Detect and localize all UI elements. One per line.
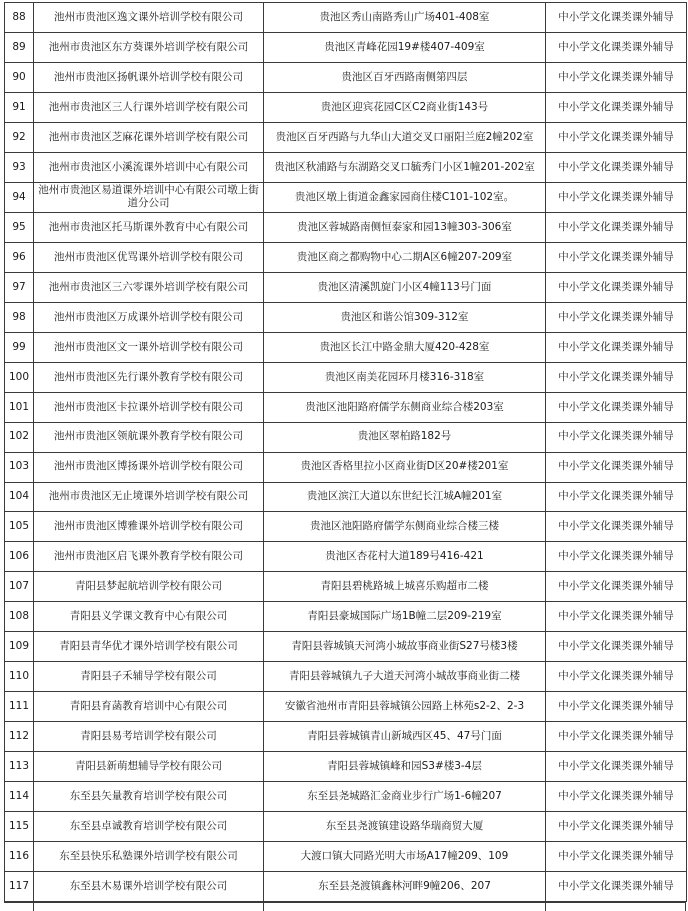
company-name-cell: 青阳县青华优才课外培训学校有限公司 (34, 632, 264, 662)
table-row (5, 572, 687, 602)
table-row (5, 152, 687, 182)
company-name-cell: 池州市贵池区文一课外培训学校有限公司 (34, 332, 264, 362)
category-cell: 中小学文化课类课外辅导 (546, 242, 687, 272)
table-row (5, 392, 687, 422)
cut-off-row (4, 902, 686, 911)
row-number-cell: 115 (5, 812, 34, 842)
row-number-cell: 105 (5, 512, 34, 542)
address-cell: 青阳县蓉城镇青山新城西区45、47号门面 (264, 722, 546, 752)
row-number-cell: 93 (5, 152, 34, 182)
row-number-cell: 96 (5, 242, 34, 272)
table-row (5, 92, 687, 122)
company-name-cell: 青阳县育菡教育培训中心有限公司 (34, 692, 264, 722)
company-name-cell: 池州市贵池区易道课外培训中心有限公司墩上街道分公司 (34, 182, 264, 212)
row-number-cell: 90 (5, 62, 34, 92)
table-row (5, 752, 687, 782)
company-name-cell: 池州市贵池区东方葵课外培训学校有限公司 (34, 32, 264, 62)
address-cell: 青阳县蓉城镇九子大道天河湾小城故事商业街二楼 (264, 662, 546, 692)
company-name-cell: 青阳县义学课文教育中心有限公司 (34, 602, 264, 632)
company-name-cell: 青阳县新萌想辅导学校有限公司 (34, 752, 264, 782)
table-row (5, 602, 687, 632)
table-row (5, 62, 687, 92)
category-cell: 中小学文化课类课外辅导 (546, 362, 687, 392)
row-number-cell: 112 (5, 722, 34, 752)
category-cell: 中小学文化课类课外辅导 (546, 812, 687, 842)
category-cell: 中小学文化课类课外辅导 (546, 602, 687, 632)
category-cell: 中小学文化课类课外辅导 (546, 212, 687, 242)
table-row (5, 332, 687, 362)
address-cell: 贵池区翠柏路182号 (264, 422, 546, 452)
company-name-cell: 池州市贵池区扬帆课外培训学校有限公司 (34, 62, 264, 92)
row-number-cell: 102 (5, 422, 34, 452)
address-cell: 贵池区杏花村大道189号416-421 (264, 542, 546, 572)
table-row (5, 482, 687, 512)
address-cell: 贵池区秀山南路秀山广场401-408室 (264, 3, 546, 33)
company-name-cell: 池州市贵池区先行课外教育学校有限公司 (34, 362, 264, 392)
row-number-cell: 117 (5, 872, 34, 902)
row-number-cell: 116 (5, 842, 34, 872)
company-name-cell: 池州市贵池区三人行课外培训学校有限公司 (34, 92, 264, 122)
table-row (5, 422, 687, 452)
company-name-cell: 池州市贵池区优骂课外培训学校有限公司 (34, 242, 264, 272)
table-row (5, 362, 687, 392)
table-row (5, 632, 687, 662)
address-cell: 贵池区长江中路金鼎大厦420-428室 (264, 332, 546, 362)
category-cell: 中小学文化课类课外辅导 (546, 572, 687, 602)
table-row (5, 692, 687, 722)
table-row (5, 722, 687, 752)
school-list-table (4, 2, 687, 902)
company-name-cell: 青阳县梦起航培训学校有限公司 (34, 572, 264, 602)
table-row (5, 812, 687, 842)
address-cell: 安徽省池州市青阳县蓉城镇公园路上林苑s2-2、2-3 (264, 692, 546, 722)
category-cell: 中小学文化课类课外辅导 (546, 92, 687, 122)
address-cell: 贵池区墩上街道金鑫家园商住楼C101-102室。 (264, 182, 546, 212)
address-cell: 贵池区清溪凯旋门小区4幢113号门面 (264, 272, 546, 302)
address-cell: 东至县尧渡镇鑫林河畔9幢206、207 (264, 872, 546, 902)
category-cell: 中小学文化课类课外辅导 (546, 182, 687, 212)
table-row (5, 662, 687, 692)
category-cell: 中小学文化课类课外辅导 (546, 122, 687, 152)
row-number-cell: 91 (5, 92, 34, 122)
table-row (5, 182, 687, 212)
company-name-cell: 池州市贵池区芝麻花课外培训学校有限公司 (34, 122, 264, 152)
table-row (5, 512, 687, 542)
category-cell: 中小学文化课类课外辅导 (546, 782, 687, 812)
row-number-cell: 95 (5, 212, 34, 242)
category-cell: 中小学文化课类课外辅导 (546, 662, 687, 692)
table-row (5, 32, 687, 62)
company-name-cell: 池州市贵池区博扬课外培训学校有限公司 (34, 452, 264, 482)
address-cell: 贵池区池阳路府儒学东侧商业综合楼203室 (264, 392, 546, 422)
table-row (5, 242, 687, 272)
table-row (5, 542, 687, 572)
row-number-cell: 108 (5, 602, 34, 632)
category-cell: 中小学文化课类课外辅导 (546, 3, 687, 33)
address-cell: 贵池区和谐公馆309-312室 (264, 302, 546, 332)
address-cell: 青阳县蓉城镇峰和园S3#楼3-4层 (264, 752, 546, 782)
category-cell: 中小学文化课类课外辅导 (546, 632, 687, 662)
row-number-cell: 109 (5, 632, 34, 662)
row-number-cell: 100 (5, 362, 34, 392)
company-name-cell: 池州市贵池区领航课外教育学校有限公司 (34, 422, 264, 452)
row-number-cell: 114 (5, 782, 34, 812)
row-number-cell: 94 (5, 182, 34, 212)
row-number-cell: 103 (5, 452, 34, 482)
address-cell: 大渡口镇大同路光明大市场A17幢209、109 (264, 842, 546, 872)
company-name-cell: 池州市贵池区卡拉课外培训学校有限公司 (34, 392, 264, 422)
company-name-cell: 池州市贵池区万成课外培训学校有限公司 (34, 302, 264, 332)
row-number-cell: 111 (5, 692, 34, 722)
category-cell: 中小学文化课类课外辅导 (546, 422, 687, 452)
company-name-cell: 东至县卓诚教育培训学校有限公司 (34, 812, 264, 842)
company-name-cell: 池州市贵池区无止境课外培训学校有限公司 (34, 482, 264, 512)
category-cell: 中小学文化课类课外辅导 (546, 332, 687, 362)
address-cell: 青阳县碧桃路城上城喜乐购超市二楼 (264, 572, 546, 602)
row-number-cell: 106 (5, 542, 34, 572)
table-row (5, 842, 687, 872)
category-cell: 中小学文化课类课外辅导 (546, 32, 687, 62)
table-row (5, 452, 687, 482)
table-row (5, 782, 687, 812)
row-number-cell: 113 (5, 752, 34, 782)
address-cell: 青阳县蓉城镇天河湾小城故事商业街S27号楼3楼 (264, 632, 546, 662)
company-name-cell: 池州市贵池区托马斯课外教育中心有限公司 (34, 212, 264, 242)
category-cell: 中小学文化课类课外辅导 (546, 392, 687, 422)
address-cell: 贵池区百牙西路与九华山大道交叉口丽阳兰庭2幢202室 (264, 122, 546, 152)
company-name-cell: 东至县快乐私塾课外培训学校有限公司 (34, 842, 264, 872)
row-number-cell: 97 (5, 272, 34, 302)
address-cell: 贵池区蓉城路南侧恒泰家和园13幢303-306室 (264, 212, 546, 242)
address-cell: 东至县尧渡镇建设路华瑞商贸大厦 (264, 812, 546, 842)
category-cell: 中小学文化课类课外辅导 (546, 482, 687, 512)
table-row (5, 272, 687, 302)
category-cell: 中小学文化课类课外辅导 (546, 722, 687, 752)
category-cell: 中小学文化课类课外辅导 (546, 302, 687, 332)
category-cell: 中小学文化课类课外辅导 (546, 752, 687, 782)
company-name-cell: 池州市贵池区博雅课外培训学校有限公司 (34, 512, 264, 542)
table-row (5, 122, 687, 152)
address-cell: 贵池区迎宾花园C区C2商业街143号 (264, 92, 546, 122)
company-name-cell: 青阳县子禾辅导学校有限公司 (34, 662, 264, 692)
company-name-cell: 池州市贵池区三六零课外培训学校有限公司 (34, 272, 264, 302)
company-name-cell: 青阳县易考培训学校有限公司 (34, 722, 264, 752)
address-cell: 贵池区滨江大道以东世纪长江城A幢201室 (264, 482, 546, 512)
category-cell: 中小学文化课类课外辅导 (546, 692, 687, 722)
address-cell: 东至县尧城路汇金商业步行广场1-6幢207 (264, 782, 546, 812)
category-cell: 中小学文化课类课外辅导 (546, 842, 687, 872)
row-number-cell: 110 (5, 662, 34, 692)
address-cell: 贵池区百牙西路南侧第四层 (264, 62, 546, 92)
table-row (5, 302, 687, 332)
table-row (5, 3, 687, 33)
address-cell: 贵池区香格里拉小区商业街D区20#楼201室 (264, 452, 546, 482)
company-name-cell: 池州市贵池区逸文课外培训学校有限公司 (34, 3, 264, 33)
company-name-cell: 东至县矢量教育培训学校有限公司 (34, 782, 264, 812)
address-cell: 青阳县豪城国际广场1B幢二层209-219室 (264, 602, 546, 632)
row-number-cell: 92 (5, 122, 34, 152)
table-row (5, 212, 687, 242)
address-cell: 贵池区南美花园环月楼316-318室 (264, 362, 546, 392)
address-cell: 贵池区青峰花园19#楼407-409室 (264, 32, 546, 62)
company-name-cell: 池州市贵池区小溪流课外培训中心有限公司 (34, 152, 264, 182)
category-cell: 中小学文化课类课外辅导 (546, 272, 687, 302)
row-number-cell: 98 (5, 302, 34, 332)
row-number-cell: 89 (5, 32, 34, 62)
address-cell: 贵池区秋浦路与东湖路交叉口毓秀门小区1幢201-202室 (264, 152, 546, 182)
row-number-cell: 99 (5, 332, 34, 362)
category-cell: 中小学文化课类课外辅导 (546, 152, 687, 182)
row-number-cell: 88 (5, 3, 34, 33)
address-cell: 贵池区商之都购物中心二期A区6幢207-209室 (264, 242, 546, 272)
table-body (5, 3, 687, 902)
table-row (5, 872, 687, 902)
category-cell: 中小学文化课类课外辅导 (546, 62, 687, 92)
category-cell: 中小学文化课类课外辅导 (546, 452, 687, 482)
row-number-cell: 107 (5, 572, 34, 602)
company-name-cell: 池州市贵池区启飞课外教育学校有限公司 (34, 542, 264, 572)
category-cell: 中小学文化课类课外辅导 (546, 512, 687, 542)
row-number-cell: 104 (5, 482, 34, 512)
category-cell: 中小学文化课类课外辅导 (546, 872, 687, 902)
address-cell: 贵池区池阳路府儒学东侧商业综合楼三楼 (264, 512, 546, 542)
category-cell: 中小学文化课类课外辅导 (546, 542, 687, 572)
company-name-cell: 东至县木易课外培训学校有限公司 (34, 872, 264, 902)
row-number-cell: 101 (5, 392, 34, 422)
